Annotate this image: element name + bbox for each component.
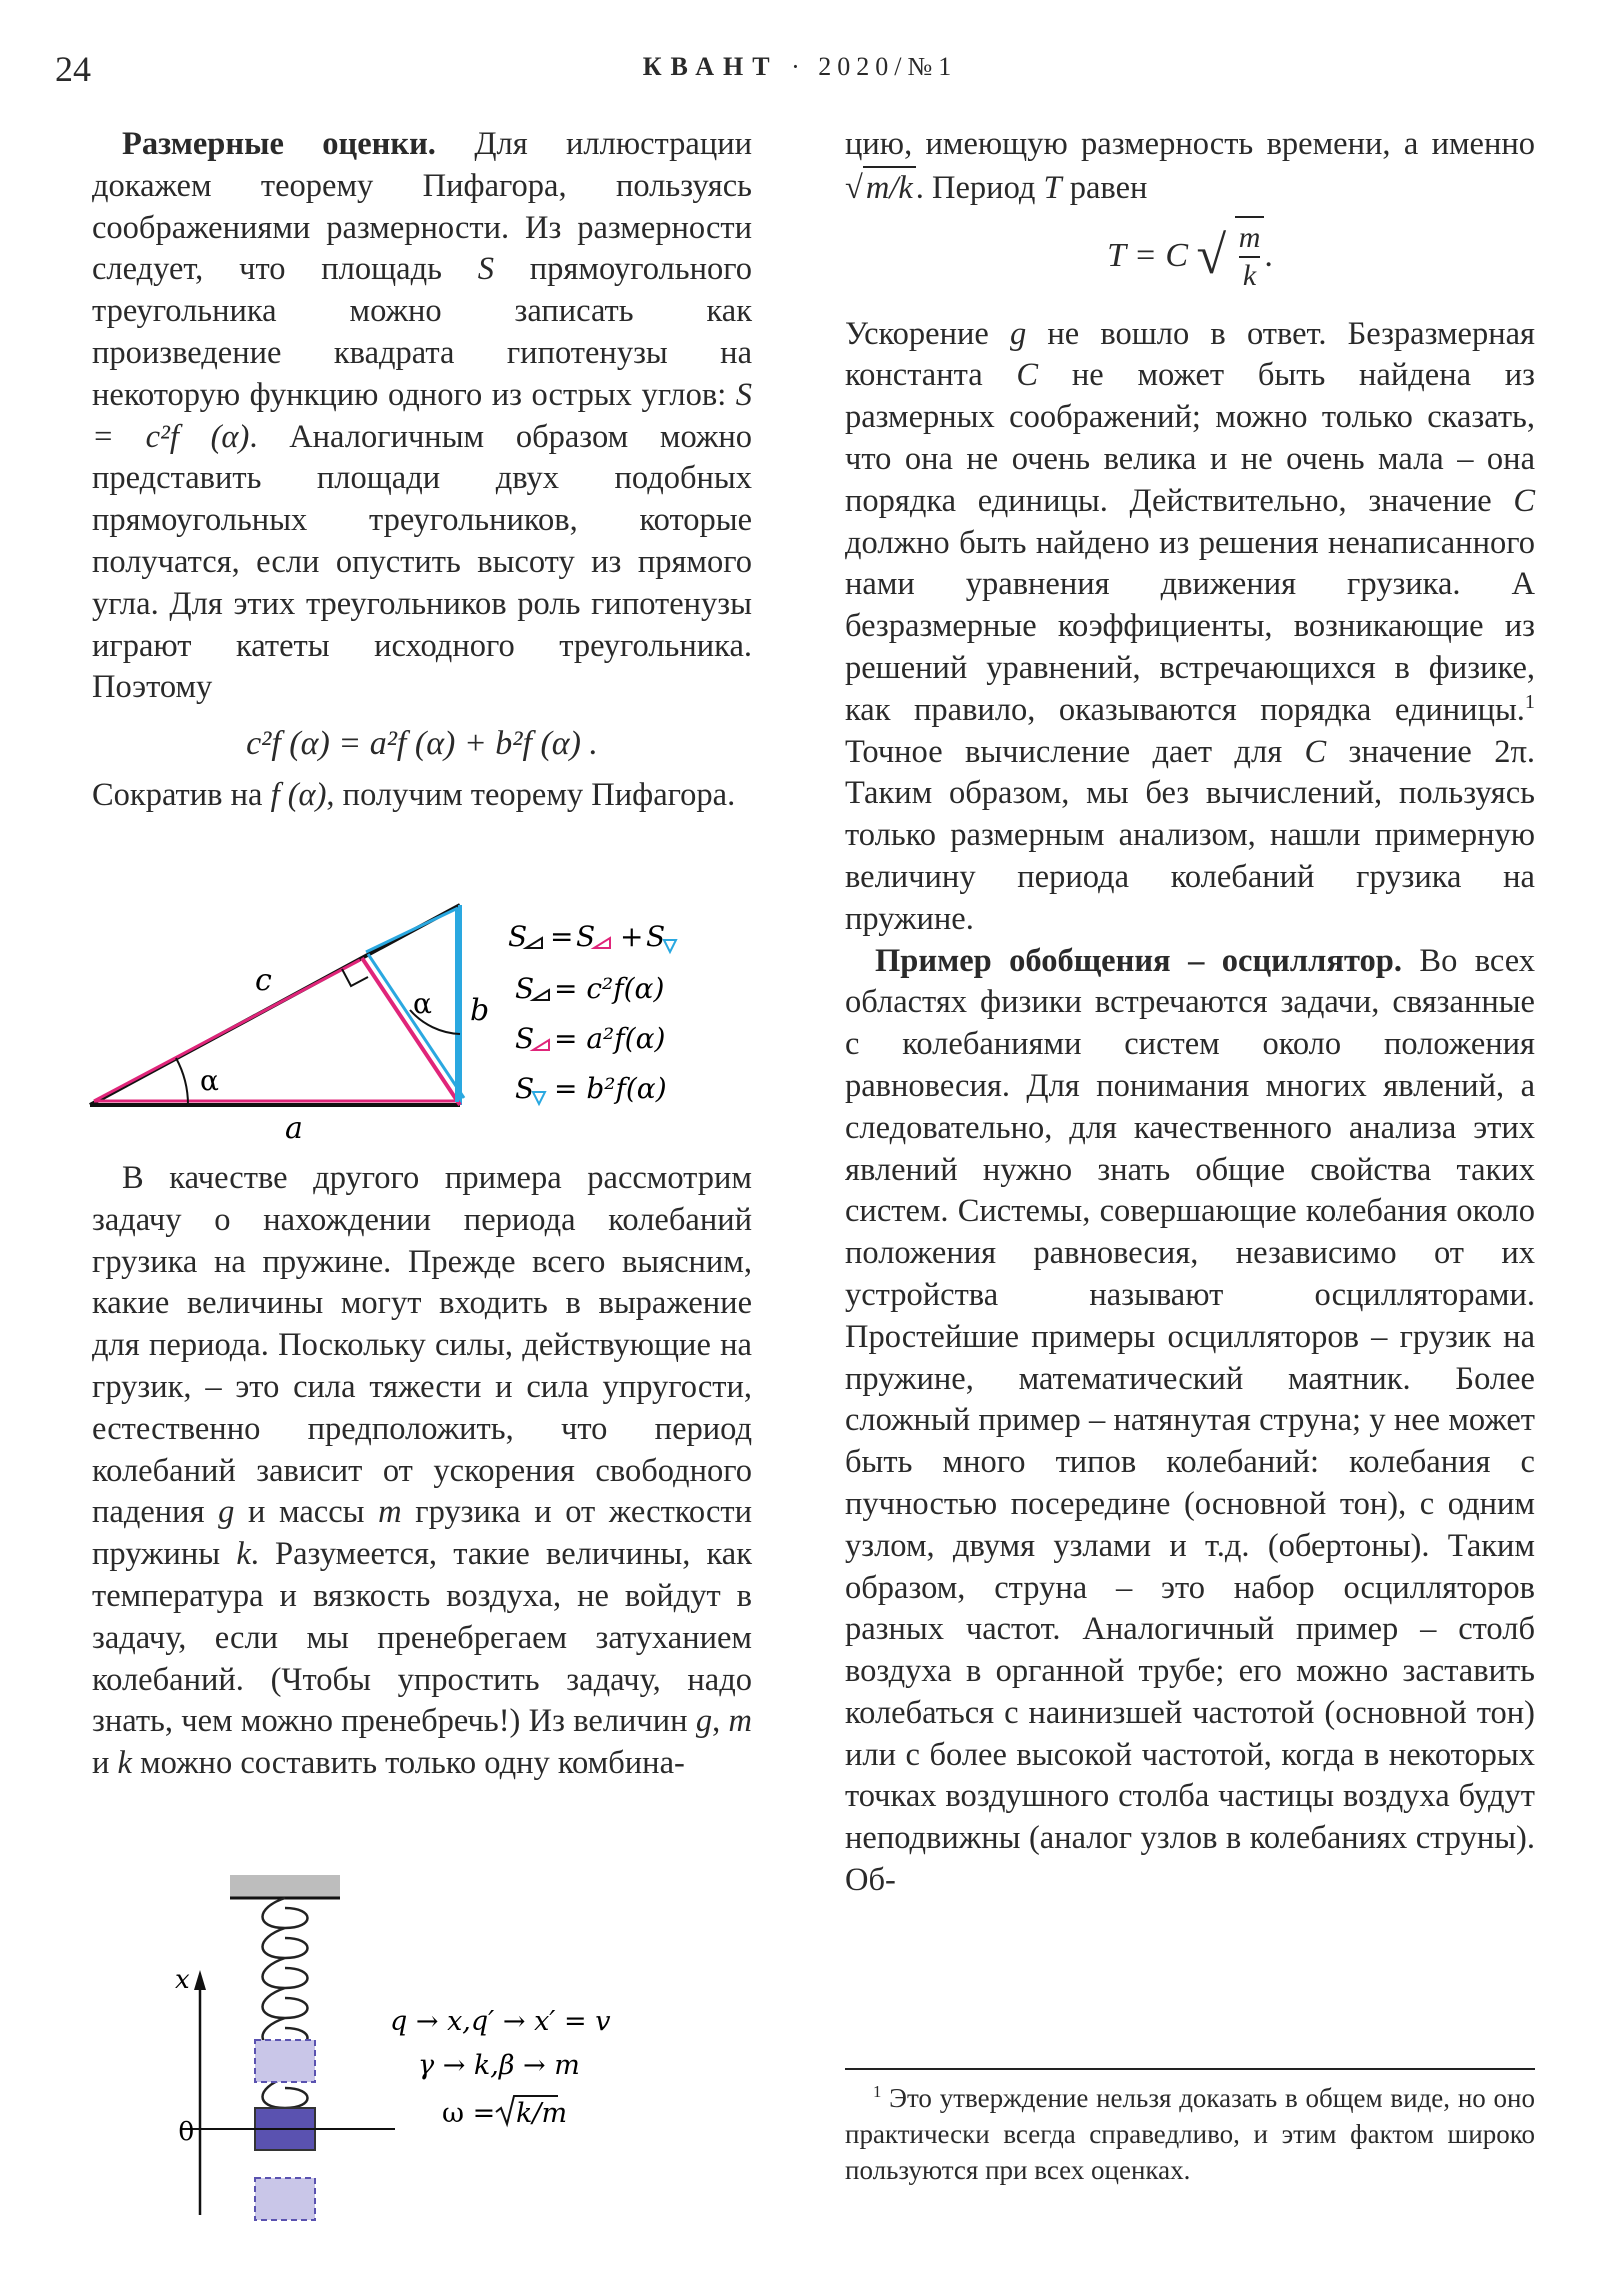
text-run: В качестве другого примера рассмотрим задачу о нахождении периода колебаний грузика на пружине. Прежде всего выясним, какие величины могут входить в выражение для периода. Поскольку силы, действующие на грузик, – это сила тяжести и сила упругости, естественно предположить, что период колебаний зависит от ускорения свободного падения <box>92 1160 752 1531</box>
label-alpha-1: α <box>200 1064 219 1097</box>
issue-number: 2020/№1 <box>818 52 958 81</box>
math-symbol: 2π <box>1494 733 1527 770</box>
axis-label-x: x <box>175 1965 190 1995</box>
eq2-s: S <box>515 972 535 1005</box>
math-symbol: m <box>728 1703 753 1740</box>
period-lhs: T = C <box>1107 236 1189 274</box>
section-heading-dimensional: Размерные оценки. <box>122 126 436 162</box>
math-symbol: m <box>378 1494 402 1531</box>
equation-pythagoras: c²f (α) = a²f (α) + b²f (α) . <box>246 725 598 763</box>
triangle-icon-black <box>533 990 549 1000</box>
mapping-eq1: q → x,q′ → x′ = v <box>390 2006 611 2037</box>
paragraph-spring-problem <box>92 1158 752 1785</box>
angle-arc-alpha-1 <box>176 1058 188 1105</box>
right-column <box>845 124 1535 1902</box>
text-run: не вошло в ответ. Безразмерная константа <box>845 315 1535 394</box>
text-run: значение <box>1348 733 1472 770</box>
cyan-hypotenuse <box>366 908 458 952</box>
sqrt-sign: √ <box>845 169 863 206</box>
paragraph-combination <box>845 124 1535 210</box>
eq1-s2: S <box>576 920 596 953</box>
label-c: c <box>255 963 272 998</box>
eq4-s: S <box>515 1072 535 1105</box>
equation-period <box>845 216 1535 312</box>
eq1-plus: + <box>620 920 644 953</box>
left-column-top <box>92 124 752 817</box>
footnote-text: Это утверждение нельзя доказать в общем виде, но оно практически всегда справедливо, и этим фактом широко пользуются при всех оценках. <box>845 2083 1535 2185</box>
text-run: не может быть найдена из размерных соображений; можно только сказать, что она не очень велика и не очень мала – она порядка единицы. Действительно, значение <box>845 357 1536 519</box>
text-run: . Аналогичным образом можно представить площади двух подобных прямоугольных треугольников, которые получатся, если опустить высоту из прямого угла. Для этих треугольников роль гипотенузы играют катеты исходного треугольника. Поэтому <box>92 418 752 706</box>
triangle-icon-cyan <box>533 1092 545 1104</box>
text-run: грузика и от жесткости пружины <box>92 1494 752 1573</box>
inline-formula: f (α) <box>270 776 327 813</box>
page-number: 24 <box>55 49 91 89</box>
math-symbol: S <box>477 251 494 288</box>
axis-label-zero: 0 <box>178 2117 195 2147</box>
eq2-rhs: = c²f(α) <box>554 972 665 1005</box>
running-head <box>0 52 1600 82</box>
math-symbol: C <box>1513 482 1535 519</box>
text-run: Ускорение <box>845 315 989 352</box>
footnote-ref[interactable]: 1 <box>1524 690 1535 713</box>
mass-ghost-upper <box>255 2040 315 2082</box>
eq1-lhs: S <box>508 920 528 953</box>
mapping-eq3-lhs: ω = <box>442 2098 496 2129</box>
text-run: и <box>92 1745 110 1782</box>
footnote-rule <box>845 2068 1535 2070</box>
text-run: можно составить только одну комбина- <box>140 1745 685 1782</box>
text-run: прямоугольного треугольника можно записать как произведение квадрата гипотенузы на некоторую функцию одного из острых углов: <box>92 251 752 413</box>
text-run: цию, имеющую размерность времени, а именно <box>845 126 1535 162</box>
journal-title: КВАНТ <box>642 52 779 81</box>
period-dot: . <box>1264 236 1273 274</box>
triangle-icon-pink <box>533 1040 549 1050</box>
math-symbol: g <box>695 1703 713 1740</box>
math-symbol: C <box>1016 357 1039 394</box>
text-run: Точное вычисление дает для <box>845 733 1283 770</box>
math-symbol: g <box>218 1494 235 1531</box>
text-run: Для иллюстрации докажем теорему Пифагора, пользуясь соображениями размерности. Из размерности следует, что площадь <box>92 126 752 288</box>
footnote <box>845 2080 1535 2188</box>
label-b: b <box>470 993 490 1028</box>
paragraph-dimensional-estimates <box>92 124 752 709</box>
spring-figure <box>160 1860 720 2240</box>
math-symbol: T <box>1043 169 1062 206</box>
fraction-numerator: m <box>1239 220 1261 258</box>
mapping-eq3-radicand: k/m <box>516 2098 568 2129</box>
eq1-eq: = <box>550 920 574 953</box>
paragraph-cancel <box>92 775 752 817</box>
eq3-rhs: = a²f(α) <box>554 1022 666 1055</box>
label-alpha-2: α <box>413 987 432 1020</box>
math-symbol: g <box>1009 315 1027 352</box>
footnote-mark: 1 <box>873 2082 882 2101</box>
text-run: , <box>712 1703 721 1740</box>
text-run: . Разумеется, такие величины, как температура и вязкость воздуха, не войдут в задачу, если мы пренебрегаем затуханием колебаний. (Чтобы упростить задачу, надо знать, чем можно пренебречь!) Из величин <box>92 1536 753 1740</box>
text-run: Во всех областях физики встречаются задачи, связанные с колебаниями систем около положения равновесия. Для понимания многих явлений, а следовательно, для качественного анализа этих явлений нужно знать общие свойства таких систем. Системы, совершающие колебания около положения равновесия, независимо от их устройства называют осцилляторами. Простейшие примеры осцилляторов – грузик на пружине, математический маятник. Более сложный пример – натянутая струна; у нее может быть много типов колебаний: колебания с пучностью посередине (основной тон), с одним узлом, двумя узлами и т.д. (обертоны). Таким образом, струна – это набор осцилляторов разных частот. Аналогичный пример – столб воздуха в органной трубе; его можно заставить колебаться с наинизшей частотой (основной тон) или с более высокой частотой, когда в некоторых точках воздушного столба частицы воздуха будут неподвижны (аналог узлов в колебаниях струны). Об- <box>845 942 1536 1899</box>
inline-sqrt <box>845 166 916 210</box>
period-fraction <box>1235 216 1265 296</box>
triangle-icon-pink <box>594 938 610 948</box>
text-run: равен <box>1069 169 1148 206</box>
triangle-icon-cyan <box>664 940 676 952</box>
mass-ghost-lower <box>255 2178 315 2220</box>
oscillator-mapping <box>390 2006 610 2129</box>
left-column-bottom <box>92 1158 752 1785</box>
paragraph-constant <box>845 314 1535 941</box>
triangle-equations <box>508 920 676 1105</box>
paragraph-oscillator <box>845 941 1535 1902</box>
altitude-cyan <box>368 954 464 1098</box>
sqrt-radicand: m/k <box>863 166 916 210</box>
big-sqrt-sign: √ <box>1196 224 1227 285</box>
text-run: . Период <box>915 169 1036 206</box>
text-run: должно быть найдено из решения ненаписанного нами уравнения движения грузика. А безразмерные коэффициенты, возникающие из решений уравнений, встречающихся в физике, как правило, оказываются порядка единицы. <box>845 524 1535 728</box>
x-axis-arrow <box>194 1970 206 1990</box>
header-separator: · <box>791 52 806 81</box>
eq4-rhs: = b²f(α) <box>554 1072 667 1105</box>
eq3-s: S <box>515 1022 535 1055</box>
label-a: a <box>285 1111 303 1146</box>
math-symbol: k <box>117 1745 132 1782</box>
text-run: и массы <box>248 1494 365 1531</box>
triangle-figure <box>80 890 720 1150</box>
text-run: Сократив на <box>92 776 263 813</box>
text-run: , получим теорему Пифагора. <box>326 776 736 813</box>
pink-hypotenuse <box>94 960 360 1101</box>
math-symbol: C <box>1304 733 1327 770</box>
math-symbol: k <box>236 1536 251 1573</box>
fraction-denominator: k <box>1242 258 1257 292</box>
text-run: . Таким образом, мы без вычислений, пользуясь только размерным анализом, нашли примерную величину периода колебаний грузика на пружине. <box>845 733 1535 937</box>
mapping-eq2: γ → k,β → m <box>418 2050 580 2081</box>
section-heading-oscillator: Пример обобщения – осциллятор. <box>875 942 1402 979</box>
eq1-s3: S <box>646 920 666 953</box>
triangle-icon-black <box>526 938 542 948</box>
right-angle-mark <box>342 969 368 986</box>
spring-support <box>230 1875 340 1897</box>
inline-formula: S = c²f (α) <box>92 376 752 455</box>
